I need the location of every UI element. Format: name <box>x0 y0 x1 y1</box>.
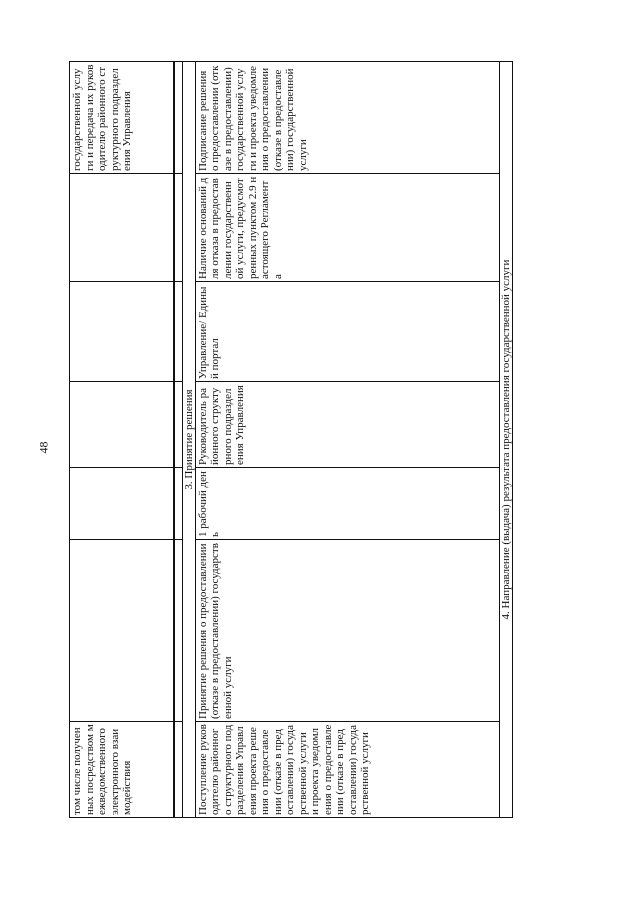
cell-action-cont <box>70 540 174 722</box>
section-4-row <box>499 62 512 818</box>
cell-action: Принятие решения о предоставлении (отказе в предоставлении) государственной услуги <box>195 540 499 722</box>
cell-criteria-cont <box>70 174 174 282</box>
section-3-title: 3. Принятие решения <box>182 62 195 818</box>
cell-responsible: Руководитель районного структурного подразделения Управления <box>195 382 499 468</box>
section-4-title: 4. Направление (выдача) результата предоставления государственной услуги <box>499 62 512 818</box>
cell-responsible-cont <box>70 382 174 468</box>
table-row-continued <box>70 62 174 818</box>
cell-result: Подписание решения о предоставлении (отказе в предоставлении) государственной услуги и проекта уведомления о предоставлении (отказе в предоставлении) государственной услуги <box>195 62 499 174</box>
cell-duration-cont <box>70 468 174 540</box>
table-row-decision <box>195 62 499 818</box>
cell-criteria: Наличие оснований для отказа в предоставлении государственной услуги, предусмотренных пунктом 2.9 настоящего Регламента <box>195 174 499 282</box>
cell-result-cont: государственной услуги и передача их руководителю районного структурного подразделения Управления <box>70 62 174 174</box>
page-number: 48 <box>36 441 51 454</box>
procedure-table-rotated <box>69 62 538 818</box>
cell-input-event-cont: том числе полученных посредством межведомственного электронного взаимодействия <box>70 722 174 818</box>
procedure-table <box>69 61 513 818</box>
spacer-row <box>174 62 183 818</box>
cell-input-event: Поступление руководителю районного структурного подразделения Управления проекта решения о предоставлении (отказе в предоставлении) государственной услуги и проекта уведомления о предоставлении (отказе в предоставлении) государственной услуги <box>195 722 499 818</box>
cell-duration: 1 рабочий день <box>195 468 499 540</box>
section-3-row <box>182 62 195 818</box>
cell-place-cont <box>70 282 174 382</box>
cell-place: Управление/ Единый портал <box>195 282 499 382</box>
